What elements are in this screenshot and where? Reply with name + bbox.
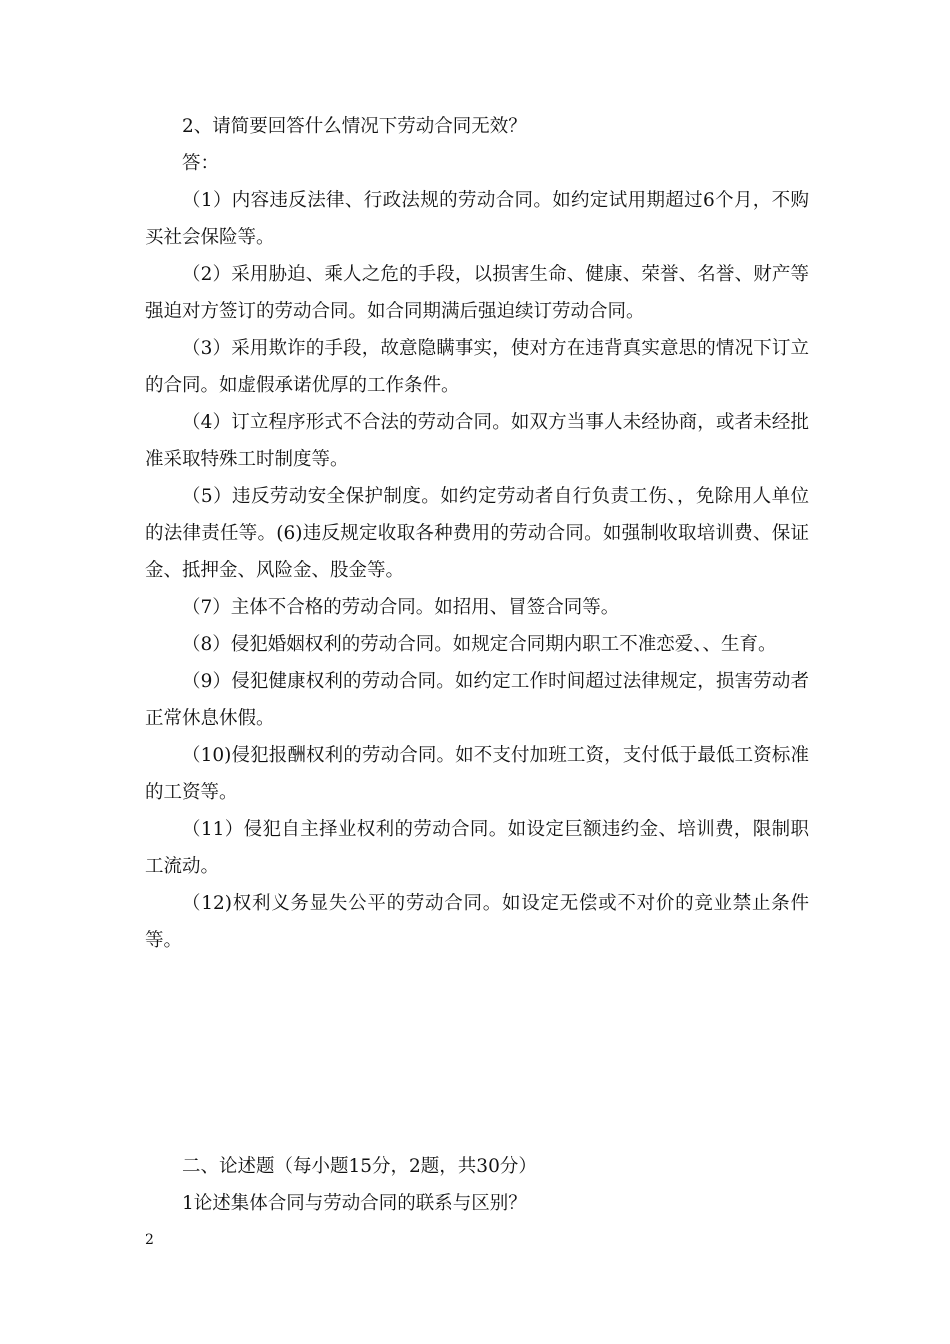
answer-item-8: （8）侵犯婚姻权利的劳动合同。如规定合同期内职工不准恋爱、、生育。 [182, 634, 777, 655]
answer-item-9: （9）侵犯健康权利的劳动合同。如约定工作时间超过法律规定，损害劳动者正常休息休假。 [145, 671, 809, 729]
answer-item-12: （12)权利义务显失公平的劳动合同。如设定无偿或不对价的竞业禁止条件等。 [145, 893, 809, 951]
question-title: 2、请简要回答什么情况下劳动合同无效？ [182, 116, 527, 137]
essay-question-1: 1论述集体合同与劳动合同的联系与区别？ [182, 1193, 527, 1214]
question-block [145, 108, 809, 959]
essay-section [145, 1148, 809, 1222]
page-number: 2 [145, 1232, 154, 1248]
answer-label: 答： [182, 153, 220, 174]
answer-item-10: （10)侵犯报酬权利的劳动合同。如不支付加班工资，支付低于最低工资标准的工资等。 [145, 745, 809, 803]
answer-item-5-6: （5）违反劳动安全保护制度。如约定劳动者自行负责工伤、，免除用人单位的法律责任等。(6)违反规定收取各种费用的劳动合同。如强制收取培训费、保证金、抵押金、风险金、股金等。 [145, 486, 809, 581]
answer-item-3: （3）采用欺诈的手段，故意隐瞒事实，使对方在违背真实意思的情况下订立的合同。如虚假承诺优厚的工作条件。 [145, 338, 809, 396]
answer-item-7: （7）主体不合格的劳动合同。如招用、冒签合同等。 [182, 597, 620, 618]
answer-item-11: （11）侵犯自主择业权利的劳动合同。如设定巨额违约金、培训费，限制职工流动。 [145, 819, 809, 877]
answer-item-2: （2）采用胁迫、乘人之危的手段，以损害生命、健康、荣誉、名誉、财产等强迫对方签订的劳动合同。如合同期满后强迫续订劳动合同。 [145, 264, 809, 322]
section-heading: 二、论述题（每小题15分，2题，共30分） [182, 1156, 537, 1177]
answer-item-4: （4）订立程序形式不合法的劳动合同。如双方当事人未经协商，或者未经批准采取特殊工时制度等。 [145, 412, 809, 470]
answer-item-1: （1）内容违反法律、行政法规的劳动合同。如约定试用期超过6个月，不购买社会保险等。 [145, 190, 809, 248]
